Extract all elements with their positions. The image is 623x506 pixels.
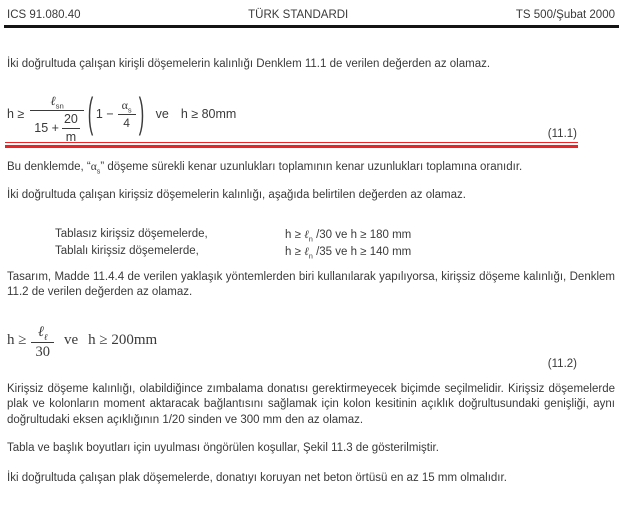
ell-subscript: n bbox=[308, 251, 313, 260]
equation-number-11-2: (11.2) bbox=[547, 357, 577, 370]
spec-value-pre: h ≥ bbox=[285, 245, 305, 258]
header-standard-number: TS 500/Şubat 2000 bbox=[515, 9, 615, 21]
paragraph-drop-panel-figure: Tabla ve başlık boyutları için uyulması öngörülen koşullar, Şekil 11.3 de gösterilmiştir. bbox=[7, 442, 439, 455]
eq1-nested-fraction bbox=[62, 112, 80, 145]
paragraph-concrete-cover: İki doğrultuda çalışan plak döşemelerde, donatıyı koruyan net beton örtüsü en az 15 mm olmalıdır. bbox=[7, 472, 507, 485]
equation-number-11-1: (11.1) bbox=[547, 128, 577, 140]
ell-symbol: ℓ bbox=[304, 226, 309, 241]
paragraph-alpha-definition bbox=[7, 160, 615, 175]
slab-thickness-spec-table bbox=[7, 226, 615, 260]
header-title: TÜRK STANDARDI bbox=[248, 9, 349, 21]
spec-value-pre: h ≥ bbox=[285, 228, 305, 241]
eq2-lhs: h ≥ bbox=[7, 332, 27, 349]
header-divider-rule bbox=[4, 25, 619, 28]
spec-value-post: /35 ve h ≥ 140 mm bbox=[312, 245, 412, 258]
eq1-paren-content bbox=[96, 98, 136, 131]
eq1-lhs: h ≥ bbox=[7, 106, 25, 121]
eq1-nested-denominator: m bbox=[65, 130, 77, 144]
paragraph-design-method: Tasarım, Madde 11.4.4 de verilen yaklaşık yöntemlerden biri kullanılarak yapılıyorsa, kirişsiz döşeme kalınlığı, Denklem 11.2 de verilen değerden az olamaz. bbox=[7, 270, 615, 298]
equation-11-2 bbox=[7, 320, 615, 370]
eq1-main-fraction bbox=[30, 93, 84, 145]
ell-symbol: ℓ bbox=[304, 243, 309, 258]
paragraph-beamed-slab-intro: İki doğrultuda çalışan kirişli döşemelerin kalınlığı Denklem 11.1 de verilen değerden az olamaz. bbox=[7, 58, 491, 70]
eq1-alpha-subscript: s bbox=[127, 104, 132, 114]
paragraph-flat-slab-intro: İki doğrultuda çalışan kirişsiz döşemelerin kalınlığı, aşağıda belirtilen değerden az olamaz. bbox=[7, 188, 466, 201]
alpha-symbol: α bbox=[90, 160, 97, 173]
eq2-ve: ve bbox=[63, 332, 79, 349]
ell-subscript: n bbox=[308, 234, 313, 243]
eq2-fraction bbox=[31, 324, 54, 361]
eq2-denominator: 30 bbox=[35, 344, 50, 361]
eq1-alpha-fraction bbox=[118, 98, 136, 131]
eq1-one-minus: 1 − bbox=[95, 106, 114, 121]
paragraph-punching-shear: Kirişsiz döşeme kalınlığı, olabildiğince zımbalama donatısı gerektirmeyecek biçimde seçilmelidir. Kirişsiz döşemelerde plak ve kolonların moment aktaracak bağlantısını sağlamak için kolon kesitinin açıklık doğrultusundaki genişliği, aynı doğrultudaki eksen açıklığının 1/20 sinden ve 300 mm den az olamaz. bbox=[7, 382, 615, 426]
spec-label: Tablasız kirişsiz döşemelerde, bbox=[55, 227, 208, 240]
eq1-den-term: 15 + bbox=[34, 121, 59, 135]
eq2-min-thickness: h ≥ 200mm bbox=[88, 332, 158, 349]
eq1-alpha-symbol: α bbox=[121, 97, 128, 112]
eq1-alpha-denominator: 4 bbox=[123, 115, 130, 130]
spec-label: Tablalı kirişsiz döşemelerde, bbox=[55, 244, 199, 257]
spec-value bbox=[285, 226, 411, 243]
eq1-ell-subscript: sn bbox=[55, 101, 64, 111]
alpha-def-prefix: Bu denklemde, “ bbox=[7, 160, 91, 173]
table-row bbox=[55, 243, 615, 260]
equation-11-2-formula bbox=[7, 320, 615, 362]
red-underline-rule bbox=[5, 142, 578, 148]
eq2-numerator bbox=[31, 324, 54, 343]
eq1-ell-symbol: ℓ bbox=[50, 93, 56, 108]
header-ics-code: ICS 91.080.40 bbox=[7, 9, 81, 21]
eq1-ve: ve bbox=[155, 106, 169, 121]
equation-11-1 bbox=[7, 88, 615, 144]
eq2-ell-subscript: ℓ bbox=[43, 332, 48, 343]
equation-11-1-formula bbox=[7, 88, 615, 144]
eq1-numerator bbox=[30, 93, 84, 111]
eq1-denominator bbox=[30, 111, 84, 145]
alpha-def-suffix: ” döşeme sürekli kenar uzunlukları toplamının kenar uzunlukları toplamına oranıdır. bbox=[100, 160, 523, 173]
table-row bbox=[55, 226, 615, 243]
eq2-ell-symbol: ℓ bbox=[37, 324, 44, 341]
eq1-min-thickness: h ≥ 80mm bbox=[180, 106, 237, 121]
eq1-close-paren: ) bbox=[138, 90, 144, 138]
page-header bbox=[7, 8, 615, 22]
eq1-nested-numerator: 20 bbox=[62, 112, 80, 129]
eq1-alpha-numerator bbox=[118, 98, 136, 115]
alpha-subscript: s bbox=[96, 166, 101, 175]
eq1-open-paren: ( bbox=[87, 90, 94, 138]
spec-value bbox=[285, 243, 411, 260]
spec-value-post: /30 ve h ≥ 180 mm bbox=[312, 228, 412, 241]
